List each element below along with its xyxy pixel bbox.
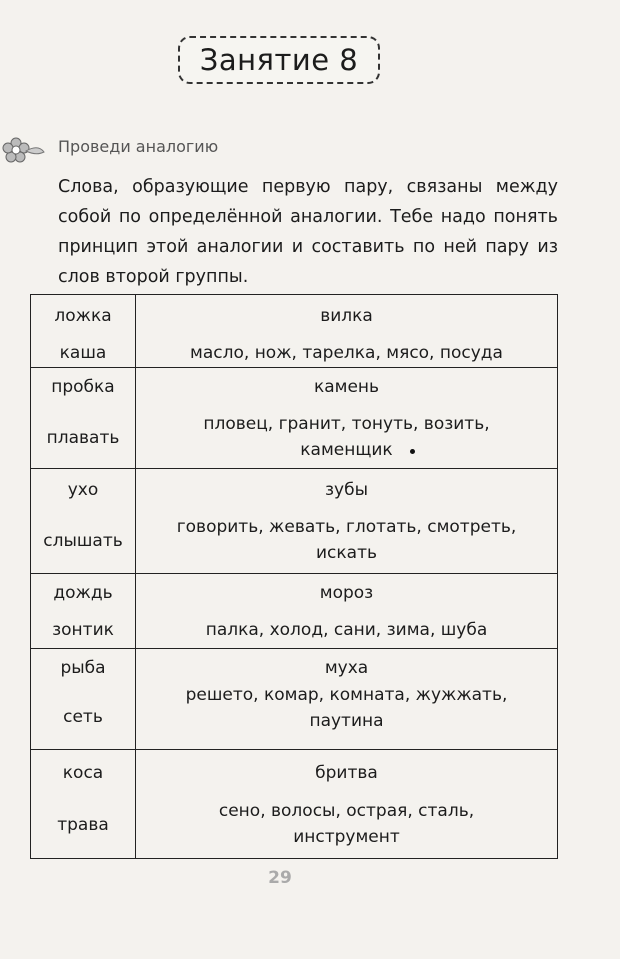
exercise-header <box>0 134 620 168</box>
right-cell <box>136 649 558 750</box>
word-options: пловец, гранит, тонуть, возить, каменщик <box>203 414 490 460</box>
flower-icon <box>2 136 46 164</box>
pair-word-top: пробка <box>51 377 115 397</box>
pair-word-bottom: плавать <box>46 428 120 448</box>
table-row <box>31 750 558 859</box>
table-row <box>31 368 558 469</box>
exercise-title: Проведи аналогию <box>58 137 219 156</box>
left-cell <box>31 649 136 750</box>
pair-word-top: ложка <box>54 306 112 326</box>
right-cell <box>136 469 558 574</box>
word-options: масло, нож, тарелка, мясо, посуда <box>190 343 503 363</box>
lesson-title: Занятие 8 <box>178 36 380 84</box>
left-cell <box>31 750 136 859</box>
pair-word-bottom: сеть <box>63 707 103 727</box>
table-row <box>31 649 558 750</box>
target-word: мороз <box>319 583 374 603</box>
pair-word-top: ухо <box>67 480 99 500</box>
left-cell <box>31 574 136 649</box>
target-word: бритва <box>315 763 378 783</box>
pair-word-bottom: зонтик <box>52 620 114 640</box>
exercise-instructions: Слова, образующие первую пару, связаны между собой по определённой аналогии. Тебе надо понять принцип этой аналогии и составить по ней пару из слов второй группы. <box>58 177 558 287</box>
pair-word-bottom: трава <box>57 815 109 835</box>
word-options: сено, волосы, острая, сталь, инструмент <box>218 801 475 847</box>
target-word: зубы <box>324 480 368 500</box>
analogy-table <box>30 294 558 859</box>
table-row <box>31 469 558 574</box>
target-word: муха <box>324 658 369 678</box>
word-options: палка, холод, сани, зима, шуба <box>205 620 488 640</box>
ink-dot <box>410 449 415 454</box>
left-cell <box>31 368 136 469</box>
word-options: говорить, жевать, глотать, смотреть, искать <box>176 517 517 563</box>
target-word: камень <box>313 377 380 397</box>
target-word: вилка <box>320 306 373 326</box>
left-cell <box>31 469 136 574</box>
pair-word-top: дождь <box>53 583 113 603</box>
pair-word-bottom: каша <box>59 343 107 363</box>
word-options: решето, комар, комната, жужжать, паутина <box>185 685 508 731</box>
table-row <box>31 295 558 368</box>
right-cell <box>136 368 558 469</box>
pair-word-top: коса <box>62 763 104 783</box>
pair-word-bottom: слышать <box>43 531 123 551</box>
right-cell <box>136 295 558 368</box>
pair-word-top: рыба <box>60 658 106 678</box>
right-cell <box>136 574 558 649</box>
table-row <box>31 574 558 649</box>
right-cell <box>136 750 558 859</box>
page-number: 29 <box>268 868 292 888</box>
left-cell <box>31 295 136 368</box>
